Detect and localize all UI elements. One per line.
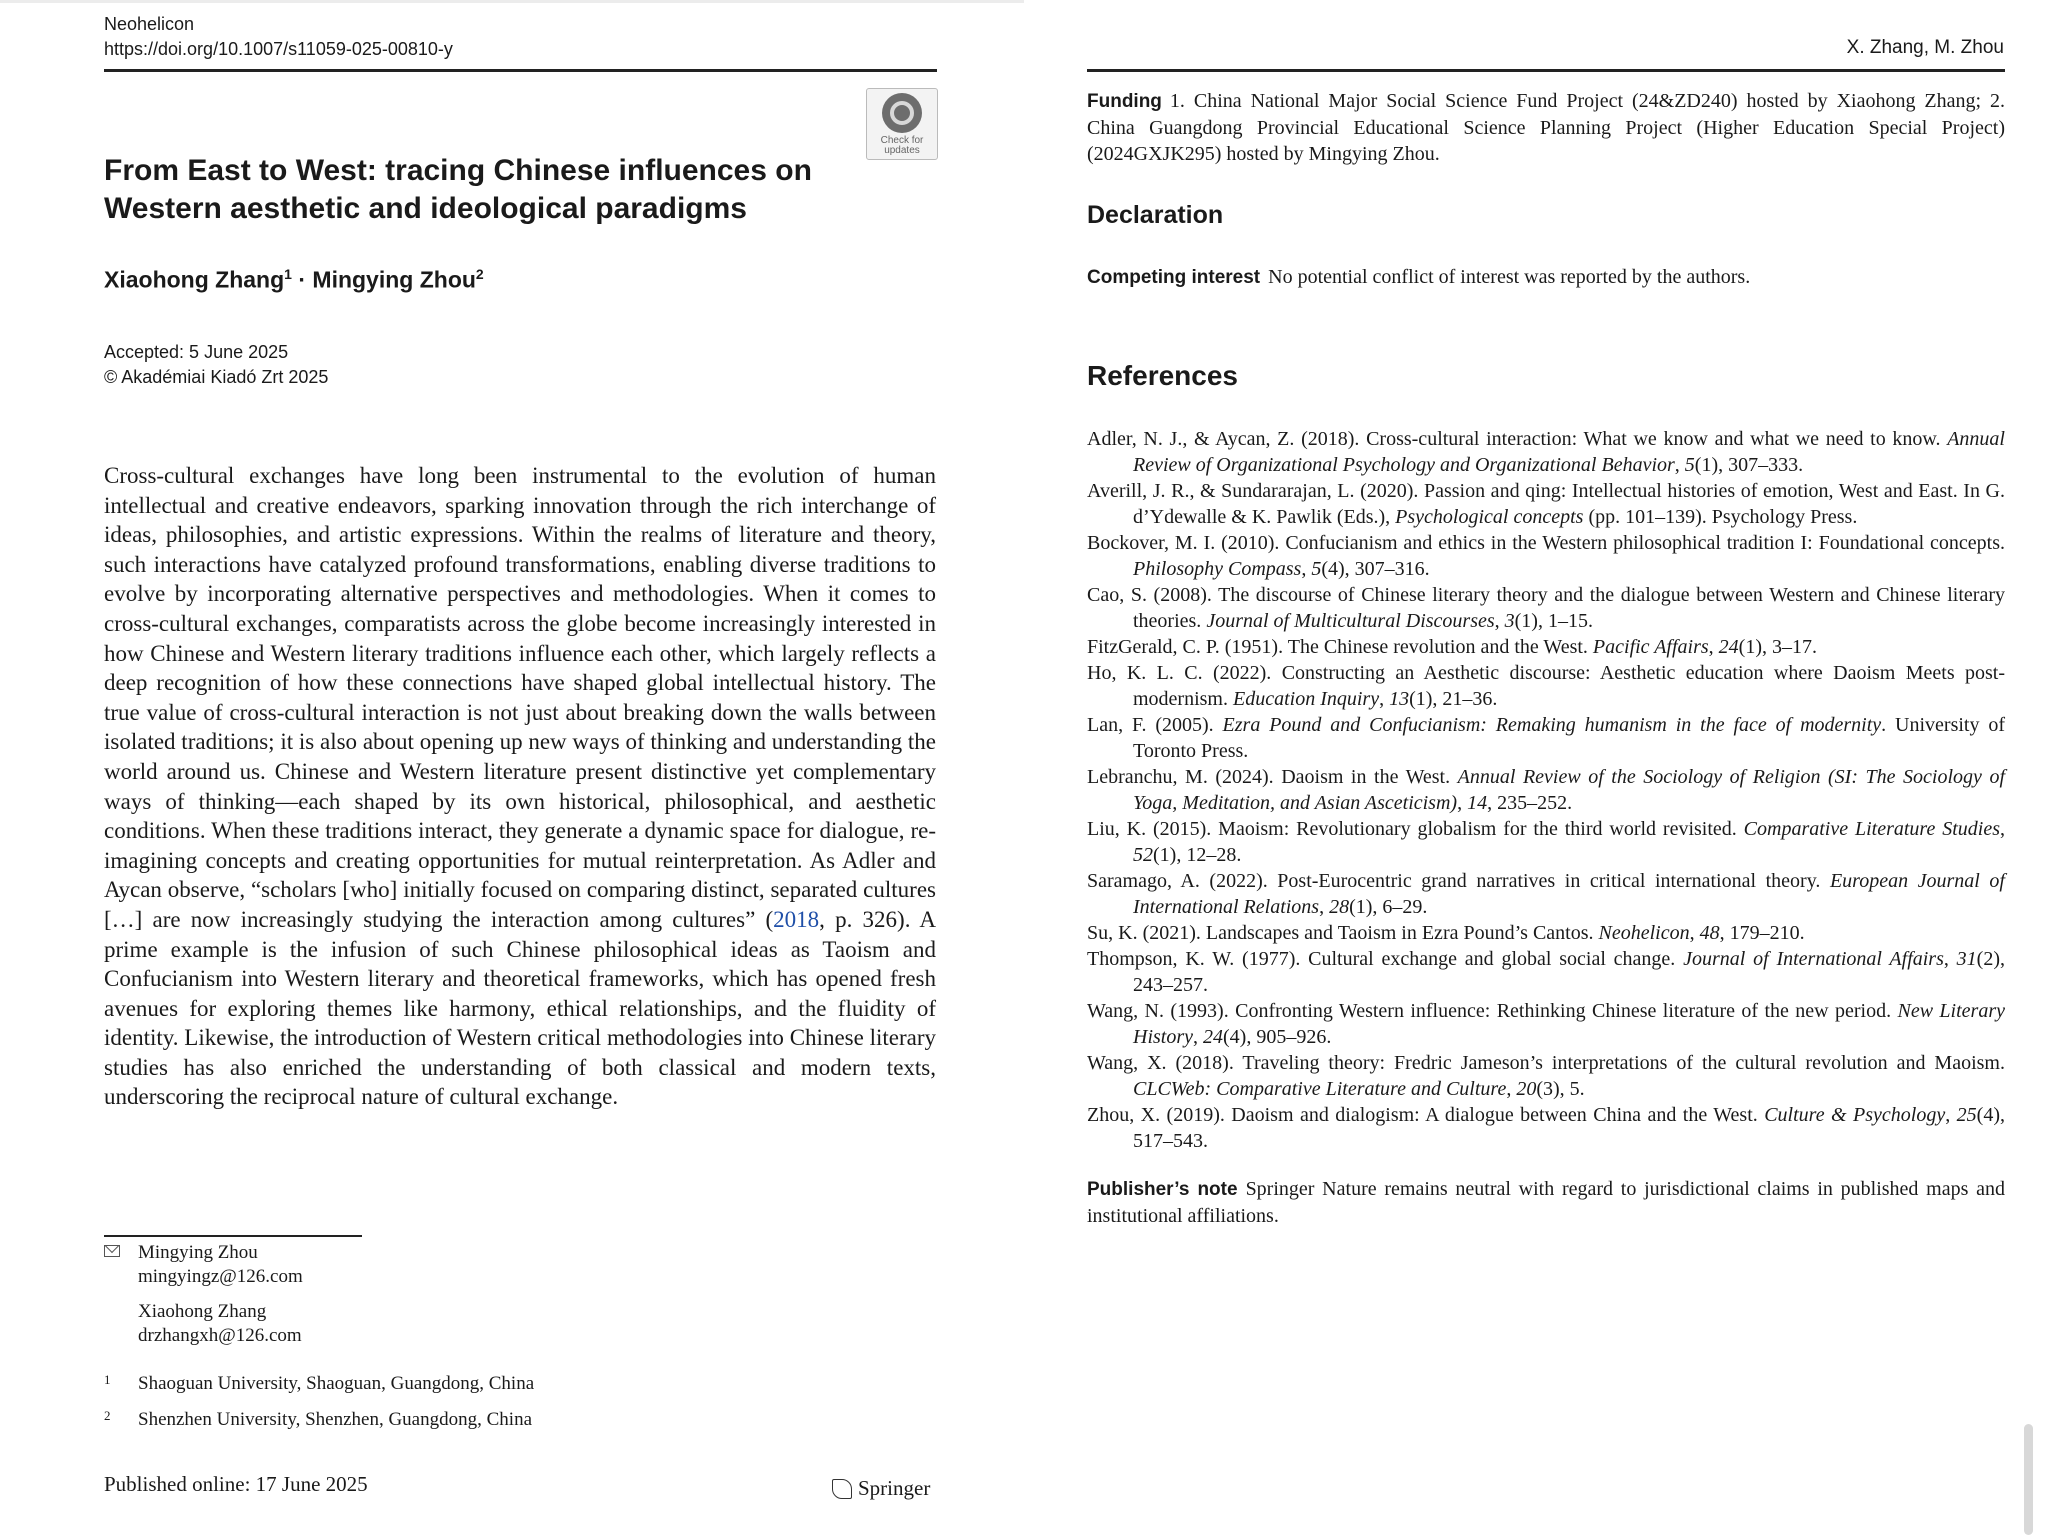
funding-text: 1. China National Major Social Science Fund Project (24&ZD240) hosted by Xiaohong Zhang; 2. China Guangdong Provincial Educational Science Planning Project (Higher Education Special Project) (2024GXJK295) hosted by Mingying Zhou. [1087,90,2005,165]
contact-entry [138,1241,303,1289]
abstract-text: Cross-cultural exchanges have long been instrumental to the evolution of human intellectual and creative endeavors, sparking innovation through the rich interchange of ideas, philosophies, and artistic expressions. Within the realms of literature and theory, such interactions have catalyzed profound transformations, enabling diverse traditions to evolve by incorporating alternative perspectives and methodologies. When it comes to cross-cultural exchanges, comparatists across the globe become increasingly interested in how Chinese and Western literary traditions influence each other, which largely reflects a deep recognition of how these connections have shaped global intellectual history. The true value of cross-cultural interaction is not just about breaking down the walls between isolated traditions; it is also about opening up new ways of thinking and understanding the world around us. Chinese and Western literature present distinctive yet complementary ways of thinking—each shaped by its own historical, philosophical, and aesthetic conditions. When these traditions interact, they generate a dynamic space for dialogue, re-imagining concepts and creating opportunities for mutual reinterpretation. As Adler and Aycan observe, “scholars [who] initially focused on comparing distinct, separated cultures […] are now increasingly studying the interaction among cultures” ( [104,463,936,932]
reference-text: Liu, K. (2015). Maoism: Revolutionary globalism for the third world revisited. [1087,818,1744,840]
reference-entry [1087,868,2005,920]
reference-volume: 5 [1311,558,1322,580]
reference-text: , [1945,1104,1957,1126]
reference-source: Journal of Multicultural Discourses [1206,610,1495,632]
reference-source: Psychological concepts [1395,506,1584,528]
reference-text: , [1943,948,1957,970]
reference-volume: 14 [1467,792,1488,814]
reference-text: (1), 12–28. [1153,844,1242,866]
publisher-note [1087,1176,2005,1229]
reference-entry [1087,946,2005,998]
competing-interest [1087,264,1750,291]
author-name[interactable]: Mingying Zhou [312,266,476,293]
reference-entry [1087,764,2005,816]
reference-source: European Journal of International Relations [1133,870,2005,918]
reference-volume: 5 [1684,454,1695,476]
reference-text: , [1689,922,1700,944]
contact-entry [138,1300,303,1348]
reference-source: CLCWeb: Comparative Literature and Culture [1133,1078,1507,1100]
reference-text: (4), 307–316. [1321,558,1430,580]
reference-volume: 24 [1718,636,1739,658]
competing-label: Competing interest [1087,267,1261,288]
reference-entry [1087,1102,2005,1154]
reference-text: Cao, S. (2008). The discourse of Chinese literary theory and the dialogue between Western and Chinese literary theories. [1087,584,2005,632]
reference-volume: 31 [1956,948,1977,970]
journal-name: Neohelicon [104,14,195,34]
reference-volume: 25 [1956,1104,1977,1126]
reference-volume: 52 [1133,844,1153,866]
check-for-updates-badge[interactable] [866,88,938,160]
reference-entry [1087,920,2005,946]
reference-volume: 20 [1516,1078,1537,1100]
reference-text: (1), 1–15. [1514,610,1593,632]
reference-text: Wang, N. (1993). Confronting Western influence: Rethinking Chinese literature of the new period. [1087,1000,1898,1022]
reference-source: Education Inquiry [1233,688,1380,710]
reference-volume: 24 [1203,1026,1223,1048]
reference-text: Lebranchu, M. (2024). Daoism in the West. [1087,766,1458,788]
funding-section [1087,88,2005,167]
reference-text: Adler, N. J., & Aycan, Z. (2018). Cross-cultural interaction: What we know and what we need to know. [1087,428,1948,450]
article-meta [104,340,328,390]
reference-text: Wang, X. (2018). Traveling theory: Fredric Jameson’s interpretations of the cultural revolution and Maoism. [1087,1052,2005,1074]
reference-volume: 28 [1329,896,1350,918]
reference-text: , [1708,636,1719,658]
reference-text: , [2000,818,2006,840]
footnote-rule [104,1235,362,1237]
reference-entry [1087,998,2005,1050]
reference-text: , [1379,688,1390,710]
references-heading: References [1087,360,1238,391]
funding-label: Funding [1087,91,1162,112]
reference-text: Zhou, X. (2019). Daoism and dialogism: A dialogue between China and the West. [1087,1104,1765,1126]
affiliation-item [104,1372,534,1396]
reference-text: , 235–252. [1487,792,1573,814]
reference-text: (2), 243–257. [1133,948,2005,996]
springer-horse-icon [832,1479,852,1499]
reference-text: , 179–210. [1719,922,1805,944]
published-online: Published online: 17 June 2025 [104,1472,368,1496]
abstract-paragraph [104,461,936,1112]
reference-text: Averill, J. R., & Sundararajan, L. (2020). Passion and qing: Intellectual histories of emotion, West and East. In G. d’Ydewalle & K. Pawlik (Eds.), [1087,480,2005,528]
reference-text: . University of Toronto Press. [1133,714,2006,762]
abstract-text: , p. 326). A prime example is the infusion of such Chinese philosophical ideas as Taoism and Confucianism into Western literary and theoretical frameworks, which has opened fresh avenues for exploring themes like harmony, ethical relationships, and the fluidity of identity. Likewise, the introduction of Western critical methodologies into Chinese literary studies has also enriched the understanding of both classical and modern texts, underscoring the reciprocal nature of cultural exchange. [104,906,937,1110]
reference-source: New Literary History [1133,1000,2005,1048]
citation-link[interactable]: 2018 [773,906,820,932]
journal-header [104,12,453,62]
reference-source: Philosophy Compass [1133,558,1302,580]
publisher-note-label: Publisher’s note [1087,1179,1238,1200]
reference-text: (3), 5. [1536,1078,1585,1100]
header-rule [1087,69,2005,72]
reference-text: , [1494,610,1505,632]
reference-text: (1), 3–17. [1738,636,1817,658]
reference-volume: 13 [1389,688,1410,710]
author-separator: · [291,266,313,293]
reference-entry [1087,426,2005,478]
reference-list [1087,426,2005,1154]
contact-name: Mingying Zhou [138,1242,258,1263]
reference-entry [1087,816,2005,868]
reference-entry [1087,1050,2005,1102]
publisher-name: Springer [858,1476,931,1500]
corresponding-contacts [104,1241,303,1348]
accepted-date: Accepted: 5 June 2025 [104,342,289,362]
reference-text: FitzGerald, C. P. (1951). The Chinese revolution and the West. [1087,636,1593,658]
reference-entry [1087,712,2005,764]
author-affil-sup: 2 [475,266,484,282]
author-list [104,266,484,294]
running-head: X. Zhang, M. Zhou [1846,37,2004,58]
reference-source: Annual Review of Organizational Psychology and Organizational Behavior [1133,428,2005,476]
contact-email[interactable]: drzhangxh@126.com [138,1325,302,1346]
reference-entry [1087,582,2005,634]
reference-source: Pacific Affairs [1592,636,1709,658]
reference-text: Saramago, A. (2022). Post-Eurocentric grand narratives in critical international theory. [1087,870,1830,892]
reference-text: , [1506,1078,1517,1100]
affiliation-item [104,1408,534,1432]
reference-text: Thompson, K. W. (1977). Cultural exchange and global social change. [1087,948,1684,970]
reference-source: Comparative Literature Studies [1743,818,2001,840]
header-rule [104,69,937,72]
contact-name: Xiaohong Zhang [138,1301,267,1322]
affiliation-text: Shaoguan University, Shaoguan, Guangdong, China [138,1373,535,1394]
reference-volume: 48 [1699,922,1720,944]
reference-entry [1087,634,2005,660]
doi-link[interactable]: https://doi.org/10.1007/s11059-025-00810-y [104,39,453,59]
contact-email[interactable]: mingyingz@126.com [138,1266,303,1287]
reference-text: (1), 307–333. [1694,454,1804,476]
reference-text: (pp. 101–139). Psychology Press. [1583,506,1858,528]
scrollbar-thumb[interactable] [2024,1424,2033,1535]
reference-text: (1), 6–29. [1349,896,1428,918]
publisher-note-text: Springer Nature remains neutral with regard to jurisdictional claims in published maps and institutional affiliations. [1087,1178,2006,1227]
reference-text: , [1674,454,1685,476]
reference-text: (1), 21–36. [1409,688,1498,710]
copyright: © Akadémiai Kiadó Zrt 2025 [104,367,329,387]
reference-text: Lan, F. (2005). [1087,714,1223,736]
declaration-heading: Declaration [1087,201,1224,229]
bookmark-icon [882,93,922,133]
reference-volume: 3 [1504,610,1515,632]
reference-source: Ezra Pound and Confucianism: Remaking humanism in the face of modernity [1222,714,1882,736]
author-name[interactable]: Xiaohong Zhang [104,266,285,293]
reference-text: (4), 517–543. [1133,1104,2005,1152]
competing-text: No potential conflict of interest was reported by the authors. [1268,266,1751,288]
author-affil-sup: 1 [284,266,292,282]
affiliations [104,1372,534,1444]
check-updates-text: Check for updates [880,135,924,156]
reference-text: Ho, K. L. C. (2022). Constructing an Aesthetic discourse: Aesthetic education where Daoism Meets post-modernism. [1087,662,2005,710]
reference-source: Neohelicon [1598,922,1690,944]
reference-text: Su, K. (2021). Landscapes and Taoism in Ezra Pound’s Cantos. [1087,922,1599,944]
affiliation-text: Shenzhen University, Shenzhen, Guangdong, China [138,1409,532,1430]
reference-entry [1087,660,2005,712]
reference-text: , [1301,558,1312,580]
reference-entry [1087,478,2005,530]
reference-source: Annual Review of the Sociology of Religion (SI: The Sociology of Yoga, Meditation, and Asian Asceticism) [1133,766,2005,814]
springer-logo [832,1476,930,1501]
affiliation-number: 1 [104,1372,111,1387]
viewer-top-edge [0,0,1024,3]
affiliation-number: 2 [104,1408,111,1423]
reference-text: , [1457,792,1468,814]
reference-text: , [1319,896,1330,918]
reference-text: , [1193,1026,1203,1048]
article-title: From East to West: tracing Chinese influences on Western aesthetic and ideological paradigms [104,154,812,225]
reference-text: (4), 905–926. [1223,1026,1332,1048]
reference-entry [1087,530,2005,582]
envelope-icon [104,1245,120,1257]
reference-text: Bockover, M. I. (2010). Confucianism and ethics in the Western philosophical tradition I: Foundational concepts. [1087,532,2005,554]
reference-source: Culture & Psychology [1764,1104,1946,1126]
reference-source: Journal of International Affairs [1683,948,1944,970]
